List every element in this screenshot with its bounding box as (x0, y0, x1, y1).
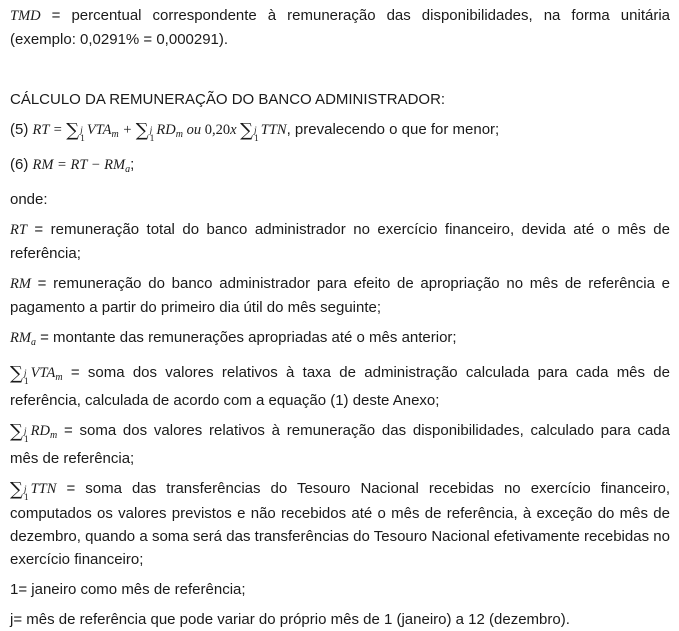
equation-6 (10, 153, 670, 181)
summation-lower-limit: 1 (149, 134, 155, 144)
math-run: x (230, 122, 241, 138)
text-run: CÁLCULO DA REMUNERAÇÃO DO BANCO ADMINISTRADOR: (10, 91, 446, 108)
math-run: RM (10, 330, 31, 346)
summation-symbol (10, 361, 29, 386)
math-run: RM (10, 276, 31, 292)
paragraph-tmd-definition (10, 4, 670, 51)
text-run: = montante das remunerações apropriadas até o mês anterior; (35, 329, 457, 346)
summation-upper-limit: j (23, 485, 27, 495)
text-run: = percentual correspondente à remuneração das disponibilidades, na forma unitária (exemplo: 0,0291% = 0,000291). (10, 7, 670, 48)
summation-limits (254, 127, 259, 143)
equation-5 (10, 118, 670, 146)
paragraph-index-j-definition (10, 608, 670, 631)
paragraph-sum-vta-definition (10, 361, 670, 412)
math-run: + (118, 122, 136, 138)
paragraph-rma-definition (10, 326, 670, 354)
subscript-run: m (49, 430, 58, 441)
summation-limits (24, 428, 29, 444)
paragraph-rt-definition (10, 218, 670, 265)
math-run: TTN (260, 122, 287, 138)
text-run: onde: (10, 191, 48, 208)
sigma-icon: ∑ (66, 120, 80, 141)
text-run: , prevalecendo o que for menor; (286, 121, 500, 138)
summation-upper-limit: j (254, 126, 257, 136)
summation-limits (24, 486, 29, 502)
subscript-run: a (30, 337, 36, 348)
summation-lower-limit: 1 (23, 377, 29, 387)
text-run: = remuneração total do banco administrador no exercício financeiro, devida até o mês de referência; (10, 221, 670, 262)
paragraph-sum-rd-definition (10, 419, 670, 470)
paragraph-sum-ttn-definition (10, 477, 670, 571)
text-run: ; (130, 156, 135, 173)
summation-upper-limit: j (23, 369, 27, 379)
math-run: VTA (30, 365, 56, 381)
subscript-run: m (55, 372, 63, 383)
math-run: RT = (32, 122, 67, 138)
text-run: = remuneração do banco administrador para efeito de apropriação no mês de referência e pagamento a partir do primeiro dia útil do mês seguinte; (10, 275, 670, 316)
sigma-icon: ∑ (10, 479, 23, 500)
text-run: 1= janeiro como mês de referência; (10, 581, 246, 598)
summation-upper-limit: j (149, 126, 153, 136)
math-run: RM = RT − RM (32, 157, 126, 173)
text-run: = soma dos valores relativos à remuneração das disponibilidades, calculado para cada mês de referência; (10, 422, 670, 467)
summation-symbol (10, 419, 29, 444)
math-run: VTA (86, 122, 112, 138)
summation-symbol (66, 118, 85, 143)
paragraph-onde (10, 188, 670, 211)
text-run: (6) (10, 156, 33, 173)
summation-lower-limit: 1 (23, 493, 29, 503)
text-run: = soma dos valores relativos à taxa de administração calculada para cada mês de referência, calculada de acordo com a equação (1) deste Anexo; (10, 364, 670, 409)
summation-limits (80, 127, 85, 143)
summation-symbol (136, 118, 155, 143)
sigma-icon: ∑ (240, 120, 254, 141)
summation-lower-limit: 1 (23, 435, 29, 445)
summation-limits (150, 127, 155, 143)
summation-symbol (240, 118, 259, 143)
subscript-run: a (125, 164, 131, 175)
math-upright-run: 0,20 (204, 122, 231, 138)
paragraph-rm-definition (10, 272, 670, 319)
math-run: TTN (30, 481, 57, 497)
math-run: RD (30, 423, 50, 439)
sigma-icon: ∑ (10, 421, 23, 442)
summation-lower-limit: 1 (254, 134, 259, 144)
sigma-icon: ∑ (135, 120, 149, 141)
text-run: j= mês de referência que pode variar do próprio mês de 1 (janeiro) a 12 (dezembro). (10, 611, 570, 628)
math-run: TMD (10, 8, 41, 24)
subscript-run: m (175, 129, 183, 140)
text-run: = soma das transferências do Tesouro Nacional recebidas no exercício financeiro, computados os valores previstos e não recebidos até o mês de referência, à exceção do mês de dezembro, quando a soma será das transferências do Tesouro Nacional efetivamente recebidas no exercício financeiro; (10, 480, 670, 568)
sigma-icon: ∑ (10, 363, 23, 384)
section-heading-calculo (10, 88, 670, 111)
summation-upper-limit: j (80, 126, 83, 136)
math-run: RD (156, 122, 176, 138)
summation-limits (24, 370, 29, 386)
summation-lower-limit: 1 (80, 134, 85, 144)
math-run: ou (182, 122, 205, 138)
summation-symbol (10, 477, 29, 502)
subscript-run: m (111, 129, 119, 140)
text-run: (5) (10, 121, 33, 138)
math-run: RT (10, 222, 27, 238)
summation-upper-limit: j (23, 427, 27, 437)
paragraph-spacer (10, 58, 670, 81)
paragraph-index-1-definition (10, 578, 670, 601)
